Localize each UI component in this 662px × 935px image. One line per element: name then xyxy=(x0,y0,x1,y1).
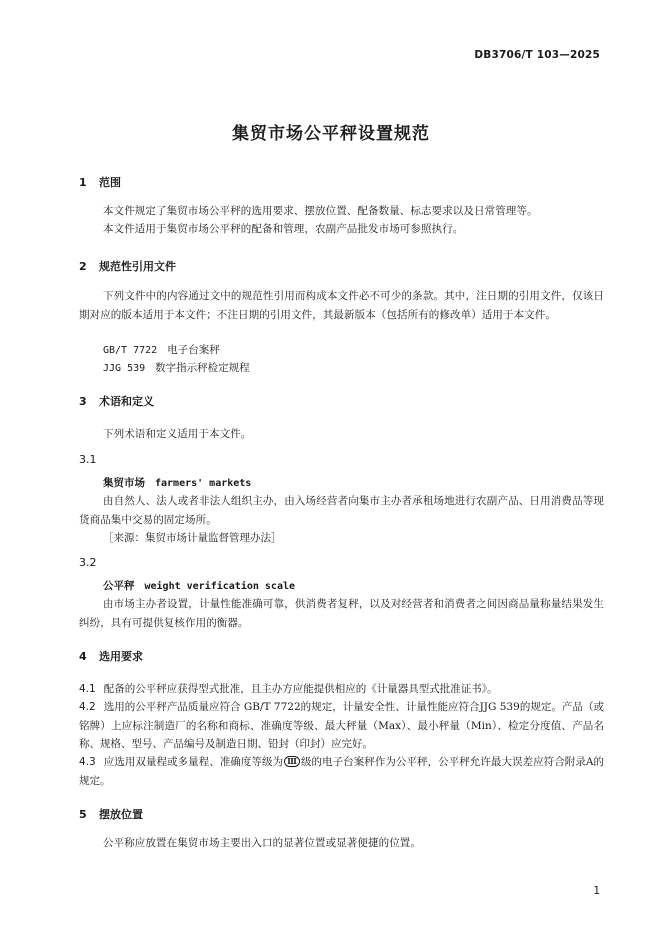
term-chinese: 公平秤 xyxy=(103,580,135,592)
section-number: 3 xyxy=(79,395,87,408)
section-heading-scope xyxy=(79,174,121,190)
term-number: 3.2 xyxy=(79,556,97,569)
reference-code: JJG 539 xyxy=(103,363,146,374)
reference-code: GB/T 7722 xyxy=(103,345,158,356)
scope-paragraph-1: 本文件规定了集贸市场公平秤的选用要求、摆放位置、配备数量、标志要求以及日常管理等。 xyxy=(103,205,538,217)
section-title: 范围 xyxy=(99,176,121,189)
standard-code: DB3706/T 103—2025 xyxy=(474,49,600,61)
section-heading-placement xyxy=(79,806,143,822)
terms-intro: 下列术语和定义适用于本文件。 xyxy=(103,428,252,440)
clause-number: 4.3 xyxy=(79,756,96,768)
scope-paragraph-2: 本文件适用于集贸市场公平秤的配备和管理，农副产品批发市场可参照执行。 xyxy=(103,223,464,235)
term-definition: 由市场主办者设置，计量性能准确可靠，供消费者复秤，以及对经营者和消费者之间因商品量称量结果发生纠纷，具有可提供复核作用的衡器。 xyxy=(79,598,604,629)
section-title: 规范性引用文件 xyxy=(99,260,176,273)
page-number: 1 xyxy=(593,885,600,897)
clause-number: 4.1 xyxy=(79,683,96,695)
placement-paragraph: 公平称应放置在集贸市场主要出入口的显著位置或显著便捷的位置。 xyxy=(103,837,421,849)
clause xyxy=(79,680,604,699)
term-heading xyxy=(103,578,295,593)
section-number: 1 xyxy=(79,176,87,189)
term-english: farmers' markets xyxy=(155,478,252,489)
section-number: 4 xyxy=(79,650,87,663)
section-heading-selection-requirements xyxy=(79,648,143,664)
term-definition: 由自然人、法人或者非法人组织主办，由入场经营者向集市主办者承租场地进行农副产品、日用消费品等现货商品集中交易的固定场所。 xyxy=(79,495,604,526)
section-number: 2 xyxy=(79,260,87,273)
term-heading xyxy=(103,475,251,490)
reference-item xyxy=(103,342,220,357)
reference-name: 电子台案秤 xyxy=(167,344,220,356)
section-heading-normative-references xyxy=(79,258,176,274)
clause xyxy=(79,753,604,790)
clause xyxy=(79,698,604,754)
clause-number: 4.2 xyxy=(79,701,96,713)
clause-text: 应选用双量程或多量程、准确度等级为 xyxy=(103,756,284,768)
reference-name: 数字指示秤检定规程 xyxy=(155,362,250,374)
section-title: 术语和定义 xyxy=(99,395,154,408)
term-english: weight verification scale xyxy=(144,581,296,592)
references-paragraph: 下列文件中的内容通过文中的规范性引用而构成本文件必不可少的条款。其中，注日期的引用文件，仅该日期对应的版本适用于本文件；不注日期的引用文件，其最新版本（包括所有的修改单）适用于本文件。 xyxy=(79,290,604,321)
section-title: 选用要求 xyxy=(99,650,143,663)
page-title: 集贸市场公平秤设置规范 xyxy=(232,124,430,144)
section-title: 摆放位置 xyxy=(99,808,143,821)
accuracy-class-mark: Ⅲ xyxy=(284,756,300,767)
clause-text: 级的电子台案秤作为公平秤，公平秤允许最大误差应符合附录A的规定。 xyxy=(79,756,605,787)
term-number: 3.1 xyxy=(79,453,97,466)
clause-text: 选用的公平秤产品质量应符合 GB/T 7722的规定，计量安全性、计量性能应符合JJG 539的规定。产品（或铭牌）上应标注制造厂的名称和商标、准确度等级、最大秤量（Max）、最小秤量（Min）、检定分度值、产品名称、规格、型号、产品编号及制造日期、铅封（印封）应完好。 xyxy=(79,701,604,750)
term-chinese: 集贸市场 xyxy=(103,477,145,489)
reference-item xyxy=(103,360,250,375)
clause-text: 配备的公平秤应获得型式批准，且主办方应能提供相应的《计量器具型式批准证书》。 xyxy=(103,683,498,695)
term-source: ［来源：集贸市场计量监督管理办法］ xyxy=(103,532,282,544)
section-number: 5 xyxy=(79,808,87,821)
section-heading-terms xyxy=(79,393,154,409)
